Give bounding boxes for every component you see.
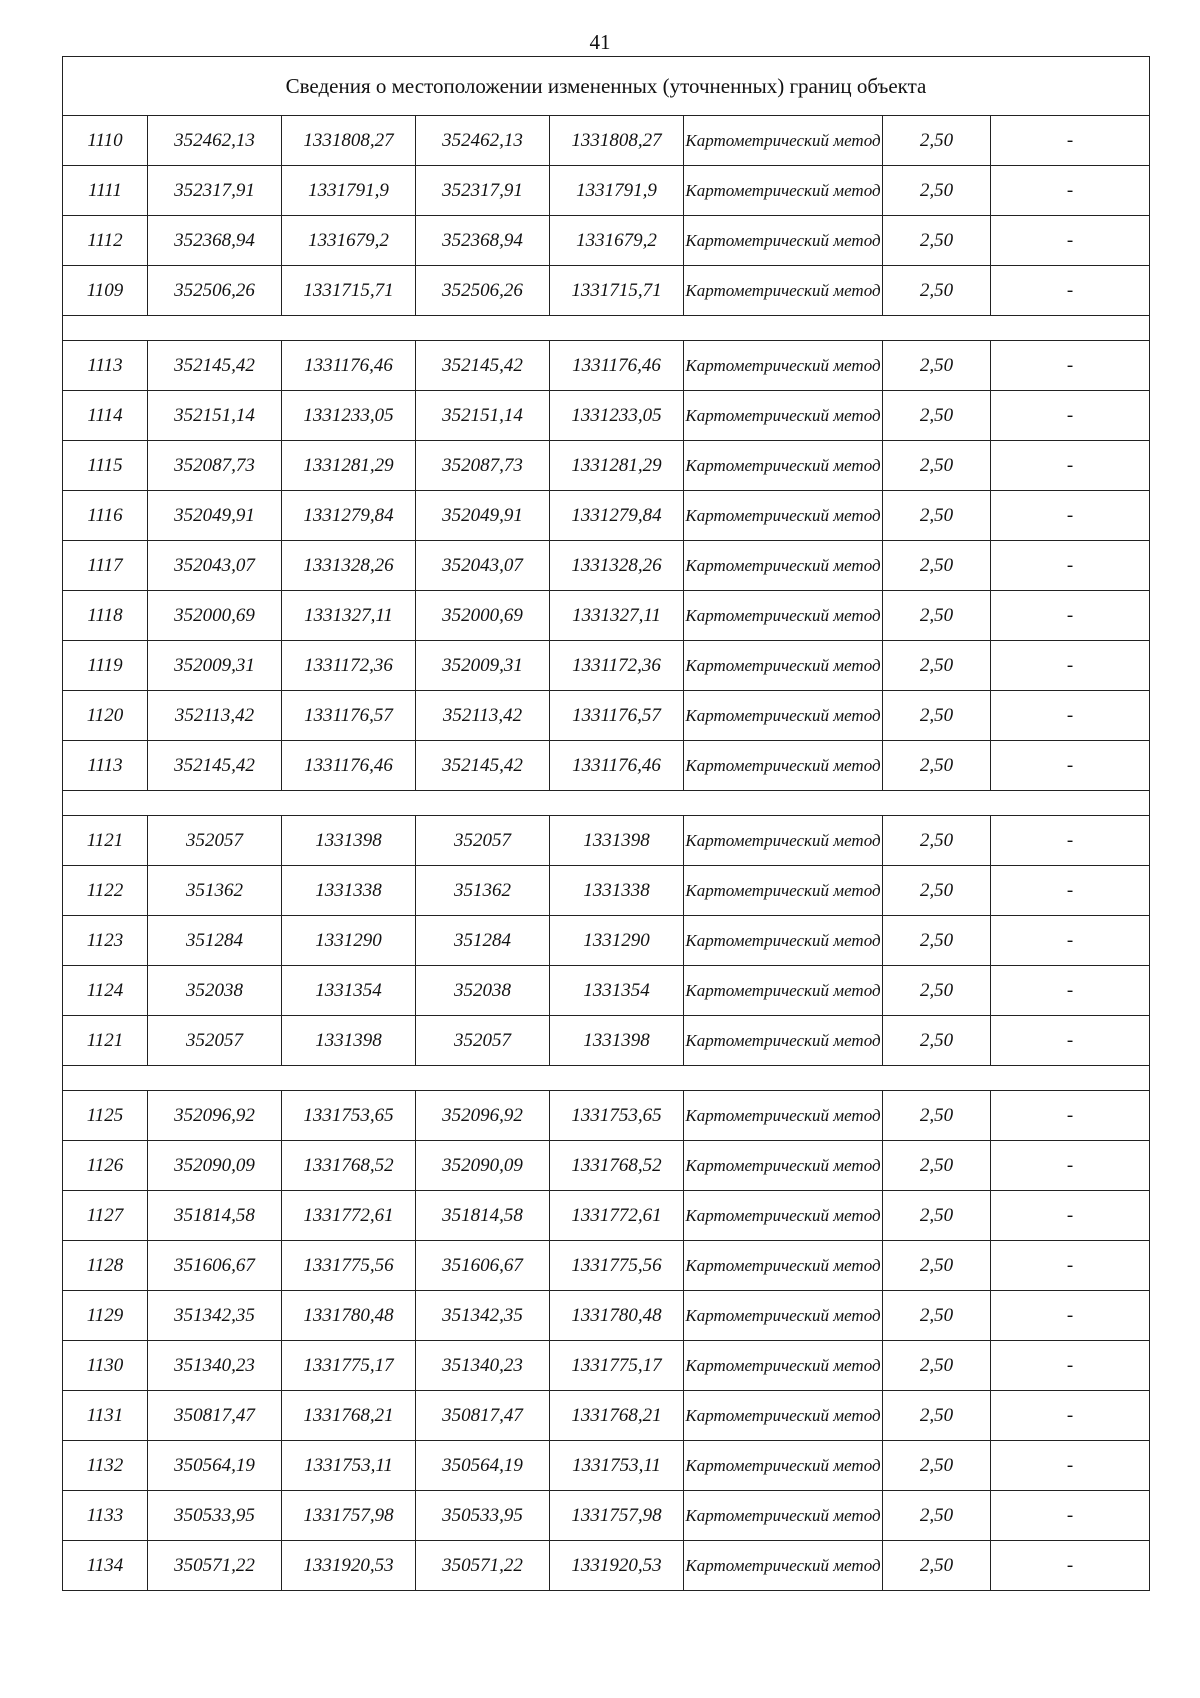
x-new-cell: 351606,67 [416, 1241, 550, 1291]
y-new-cell: 1331808,27 [550, 116, 684, 166]
x-new-cell: 350564,19 [416, 1441, 550, 1491]
x-existing-cell: 350571,22 [148, 1541, 282, 1591]
point-number-cell: 1111 [63, 166, 148, 216]
table-row [63, 216, 1150, 266]
y-new-cell: 1331715,71 [550, 266, 684, 316]
y-existing-cell: 1331808,27 [282, 116, 416, 166]
table-row [63, 491, 1150, 541]
method-cell: Картометрический метод [684, 1441, 883, 1491]
method-cell: Картометрический метод [684, 691, 883, 741]
accuracy-cell: 2,50 [883, 1241, 991, 1291]
method-cell: Картометрический метод [684, 916, 883, 966]
description-cell: - [991, 266, 1150, 316]
y-existing-cell: 1331679,2 [282, 216, 416, 266]
description-cell: - [991, 1391, 1150, 1441]
description-cell: - [991, 216, 1150, 266]
x-new-cell: 351284 [416, 916, 550, 966]
y-new-cell: 1331290 [550, 916, 684, 966]
x-existing-cell: 352145,42 [148, 741, 282, 791]
y-new-cell: 1331233,05 [550, 391, 684, 441]
x-existing-cell: 351342,35 [148, 1291, 282, 1341]
method-cell: Картометрический метод [684, 1491, 883, 1541]
y-existing-cell: 1331327,11 [282, 591, 416, 641]
y-existing-cell: 1331772,61 [282, 1191, 416, 1241]
point-number-cell: 1110 [63, 116, 148, 166]
x-new-cell: 352000,69 [416, 591, 550, 641]
x-existing-cell: 350533,95 [148, 1491, 282, 1541]
point-number-cell: 1133 [63, 1491, 148, 1541]
y-new-cell: 1331398 [550, 1016, 684, 1066]
y-new-cell: 1331753,11 [550, 1441, 684, 1491]
x-new-cell: 350817,47 [416, 1391, 550, 1441]
point-number-cell: 1114 [63, 391, 148, 441]
contour-separator [63, 1066, 1150, 1091]
point-number-cell: 1119 [63, 641, 148, 691]
x-new-cell: 351342,35 [416, 1291, 550, 1341]
x-new-cell: 350533,95 [416, 1491, 550, 1541]
table-row [63, 1191, 1150, 1241]
description-cell: - [991, 691, 1150, 741]
accuracy-cell: 2,50 [883, 966, 991, 1016]
x-existing-cell: 352087,73 [148, 441, 282, 491]
point-number-cell: 1121 [63, 1016, 148, 1066]
y-existing-cell: 1331780,48 [282, 1291, 416, 1341]
x-new-cell: 352096,92 [416, 1091, 550, 1141]
contour-separator [63, 791, 1150, 816]
page-number: 41 [589, 30, 611, 54]
description-cell: - [991, 1091, 1150, 1141]
point-number-cell: 1113 [63, 341, 148, 391]
point-number-cell: 1125 [63, 1091, 148, 1141]
accuracy-cell: 2,50 [883, 341, 991, 391]
method-cell: Картометрический метод [684, 966, 883, 1016]
accuracy-cell: 2,50 [883, 1341, 991, 1391]
point-number-cell: 1116 [63, 491, 148, 541]
y-new-cell: 1331328,26 [550, 541, 684, 591]
y-new-cell: 1331679,2 [550, 216, 684, 266]
table-row [63, 741, 1150, 791]
method-cell: Картометрический метод [684, 641, 883, 691]
y-new-cell: 1331791,9 [550, 166, 684, 216]
method-cell: Картометрический метод [684, 116, 883, 166]
y-new-cell: 1331279,84 [550, 491, 684, 541]
y-new-cell: 1331775,56 [550, 1241, 684, 1291]
accuracy-cell: 2,50 [883, 391, 991, 441]
table-row [63, 1141, 1150, 1191]
point-number-cell: 1134 [63, 1541, 148, 1591]
table-title: Сведения о местоположении измененных (уточненных) границ объекта [63, 57, 1150, 116]
table-row [63, 116, 1150, 166]
x-existing-cell: 352151,14 [148, 391, 282, 441]
y-new-cell: 1331176,57 [550, 691, 684, 741]
description-cell: - [991, 866, 1150, 916]
x-new-cell: 352087,73 [416, 441, 550, 491]
y-existing-cell: 1331791,9 [282, 166, 416, 216]
x-existing-cell: 352090,09 [148, 1141, 282, 1191]
x-existing-cell: 351284 [148, 916, 282, 966]
description-cell: - [991, 166, 1150, 216]
table-row [63, 1016, 1150, 1066]
table-row [63, 1391, 1150, 1441]
accuracy-cell: 2,50 [883, 816, 991, 866]
x-new-cell: 351362 [416, 866, 550, 916]
table-row [63, 391, 1150, 441]
point-number-cell: 1128 [63, 1241, 148, 1291]
accuracy-cell: 2,50 [883, 441, 991, 491]
point-number-cell: 1123 [63, 916, 148, 966]
y-existing-cell: 1331176,46 [282, 741, 416, 791]
y-new-cell: 1331920,53 [550, 1541, 684, 1591]
x-new-cell: 352009,31 [416, 641, 550, 691]
table-row [63, 966, 1150, 1016]
description-cell: - [991, 391, 1150, 441]
method-cell: Картометрический метод [684, 266, 883, 316]
x-existing-cell: 352317,91 [148, 166, 282, 216]
accuracy-cell: 2,50 [883, 166, 991, 216]
accuracy-cell: 2,50 [883, 116, 991, 166]
x-existing-cell: 351814,58 [148, 1191, 282, 1241]
table-row [63, 641, 1150, 691]
y-new-cell: 1331338 [550, 866, 684, 916]
y-new-cell: 1331327,11 [550, 591, 684, 641]
description-cell: - [991, 1291, 1150, 1341]
y-existing-cell: 1331757,98 [282, 1491, 416, 1541]
y-existing-cell: 1331354 [282, 966, 416, 1016]
table-row [63, 591, 1150, 641]
point-number-cell: 1112 [63, 216, 148, 266]
x-existing-cell: 351606,67 [148, 1241, 282, 1291]
contour-separator-row [63, 791, 1150, 816]
y-new-cell: 1331772,61 [550, 1191, 684, 1241]
x-new-cell: 350571,22 [416, 1541, 550, 1591]
method-cell: Картометрический метод [684, 1191, 883, 1241]
description-cell: - [991, 966, 1150, 1016]
table-row [63, 1091, 1150, 1141]
x-existing-cell: 352113,42 [148, 691, 282, 741]
contour-separator-row [63, 1066, 1150, 1091]
table-body [63, 57, 1150, 1591]
y-new-cell: 1331176,46 [550, 341, 684, 391]
y-new-cell: 1331775,17 [550, 1341, 684, 1391]
point-number-cell: 1127 [63, 1191, 148, 1241]
description-cell: - [991, 541, 1150, 591]
description-cell: - [991, 1541, 1150, 1591]
point-number-cell: 1131 [63, 1391, 148, 1441]
method-cell: Картометрический метод [684, 216, 883, 266]
x-new-cell: 352090,09 [416, 1141, 550, 1191]
method-cell: Картометрический метод [684, 591, 883, 641]
y-new-cell: 1331768,21 [550, 1391, 684, 1441]
method-cell: Картометрический метод [684, 816, 883, 866]
description-cell: - [991, 591, 1150, 641]
point-number-cell: 1126 [63, 1141, 148, 1191]
contour-separator [63, 316, 1150, 341]
table-row [63, 1541, 1150, 1591]
table-row [63, 341, 1150, 391]
description-cell: - [991, 116, 1150, 166]
point-number-cell: 1120 [63, 691, 148, 741]
x-new-cell: 352145,42 [416, 741, 550, 791]
method-cell: Картометрический метод [684, 166, 883, 216]
accuracy-cell: 2,50 [883, 1391, 991, 1441]
point-number-cell: 1130 [63, 1341, 148, 1391]
table-title-row [63, 57, 1150, 116]
accuracy-cell: 2,50 [883, 691, 991, 741]
table-row [63, 1441, 1150, 1491]
x-new-cell: 352151,14 [416, 391, 550, 441]
accuracy-cell: 2,50 [883, 591, 991, 641]
method-cell: Картометрический метод [684, 1016, 883, 1066]
point-number-cell: 1117 [63, 541, 148, 591]
method-cell: Картометрический метод [684, 541, 883, 591]
method-cell: Картометрический метод [684, 1391, 883, 1441]
y-new-cell: 1331398 [550, 816, 684, 866]
point-number-cell: 1122 [63, 866, 148, 916]
y-existing-cell: 1331768,52 [282, 1141, 416, 1191]
accuracy-cell: 2,50 [883, 741, 991, 791]
y-existing-cell: 1331753,11 [282, 1441, 416, 1491]
method-cell: Картометрический метод [684, 1241, 883, 1291]
point-number-cell: 1129 [63, 1291, 148, 1341]
description-cell: - [991, 1016, 1150, 1066]
accuracy-cell: 2,50 [883, 1541, 991, 1591]
description-cell: - [991, 916, 1150, 966]
x-new-cell: 352506,26 [416, 266, 550, 316]
description-cell: - [991, 1141, 1150, 1191]
accuracy-cell: 2,50 [883, 1091, 991, 1141]
point-number-cell: 1121 [63, 816, 148, 866]
x-new-cell: 352368,94 [416, 216, 550, 266]
table-row [63, 1491, 1150, 1541]
x-new-cell: 351814,58 [416, 1191, 550, 1241]
accuracy-cell: 2,50 [883, 216, 991, 266]
x-existing-cell: 352049,91 [148, 491, 282, 541]
description-cell: - [991, 1491, 1150, 1541]
description-cell: - [991, 641, 1150, 691]
table-row [63, 916, 1150, 966]
method-cell: Картометрический метод [684, 1091, 883, 1141]
table-row [63, 816, 1150, 866]
x-existing-cell: 352038 [148, 966, 282, 1016]
description-cell: - [991, 1241, 1150, 1291]
boundary-coordinates-table [62, 56, 1150, 1591]
description-cell: - [991, 741, 1150, 791]
accuracy-cell: 2,50 [883, 916, 991, 966]
description-cell: - [991, 1341, 1150, 1391]
table-row [63, 1291, 1150, 1341]
x-new-cell: 351340,23 [416, 1341, 550, 1391]
x-existing-cell: 350817,47 [148, 1391, 282, 1441]
method-cell: Картометрический метод [684, 1341, 883, 1391]
y-new-cell: 1331354 [550, 966, 684, 1016]
description-cell: - [991, 491, 1150, 541]
y-existing-cell: 1331328,26 [282, 541, 416, 591]
y-new-cell: 1331172,36 [550, 641, 684, 691]
table-row [63, 1241, 1150, 1291]
method-cell: Картометрический метод [684, 391, 883, 441]
y-new-cell: 1331281,29 [550, 441, 684, 491]
description-cell: - [991, 1441, 1150, 1491]
table-row [63, 166, 1150, 216]
x-existing-cell: 352043,07 [148, 541, 282, 591]
method-cell: Картометрический метод [684, 1141, 883, 1191]
x-existing-cell: 352462,13 [148, 116, 282, 166]
accuracy-cell: 2,50 [883, 866, 991, 916]
x-new-cell: 352145,42 [416, 341, 550, 391]
accuracy-cell: 2,50 [883, 1491, 991, 1541]
method-cell: Картометрический метод [684, 341, 883, 391]
x-existing-cell: 352057 [148, 1016, 282, 1066]
y-existing-cell: 1331775,17 [282, 1341, 416, 1391]
x-existing-cell: 352000,69 [148, 591, 282, 641]
x-new-cell: 352038 [416, 966, 550, 1016]
x-new-cell: 352317,91 [416, 166, 550, 216]
method-cell: Картометрический метод [684, 866, 883, 916]
point-number-cell: 1118 [63, 591, 148, 641]
table-row [63, 541, 1150, 591]
description-cell: - [991, 341, 1150, 391]
y-new-cell: 1331757,98 [550, 1491, 684, 1541]
y-new-cell: 1331753,65 [550, 1091, 684, 1141]
y-existing-cell: 1331715,71 [282, 266, 416, 316]
table-row [63, 691, 1150, 741]
x-existing-cell: 352096,92 [148, 1091, 282, 1141]
accuracy-cell: 2,50 [883, 1291, 991, 1341]
y-existing-cell: 1331398 [282, 1016, 416, 1066]
y-existing-cell: 1331176,46 [282, 341, 416, 391]
y-existing-cell: 1331753,65 [282, 1091, 416, 1141]
accuracy-cell: 2,50 [883, 1441, 991, 1491]
y-new-cell: 1331780,48 [550, 1291, 684, 1341]
x-existing-cell: 352368,94 [148, 216, 282, 266]
x-new-cell: 352057 [416, 1016, 550, 1066]
y-new-cell: 1331768,52 [550, 1141, 684, 1191]
point-number-cell: 1132 [63, 1441, 148, 1491]
y-existing-cell: 1331279,84 [282, 491, 416, 541]
x-existing-cell: 351340,23 [148, 1341, 282, 1391]
accuracy-cell: 2,50 [883, 1191, 991, 1241]
method-cell: Картометрический метод [684, 441, 883, 491]
contour-separator-row [63, 316, 1150, 341]
method-cell: Картометрический метод [684, 1541, 883, 1591]
table-row [63, 441, 1150, 491]
table-row [63, 266, 1150, 316]
point-number-cell: 1124 [63, 966, 148, 1016]
y-existing-cell: 1331281,29 [282, 441, 416, 491]
y-existing-cell: 1331920,53 [282, 1541, 416, 1591]
y-existing-cell: 1331233,05 [282, 391, 416, 441]
accuracy-cell: 2,50 [883, 541, 991, 591]
accuracy-cell: 2,50 [883, 1141, 991, 1191]
accuracy-cell: 2,50 [883, 641, 991, 691]
method-cell: Картометрический метод [684, 1291, 883, 1341]
x-existing-cell: 352009,31 [148, 641, 282, 691]
accuracy-cell: 2,50 [883, 266, 991, 316]
x-new-cell: 352049,91 [416, 491, 550, 541]
x-existing-cell: 352506,26 [148, 266, 282, 316]
point-number-cell: 1113 [63, 741, 148, 791]
accuracy-cell: 2,50 [883, 1016, 991, 1066]
x-existing-cell: 351362 [148, 866, 282, 916]
description-cell: - [991, 1191, 1150, 1241]
x-existing-cell: 352145,42 [148, 341, 282, 391]
y-existing-cell: 1331290 [282, 916, 416, 966]
y-new-cell: 1331176,46 [550, 741, 684, 791]
x-existing-cell: 352057 [148, 816, 282, 866]
point-number-cell: 1109 [63, 266, 148, 316]
y-existing-cell: 1331176,57 [282, 691, 416, 741]
y-existing-cell: 1331775,56 [282, 1241, 416, 1291]
x-new-cell: 352057 [416, 816, 550, 866]
accuracy-cell: 2,50 [883, 491, 991, 541]
x-new-cell: 352462,13 [416, 116, 550, 166]
description-cell: - [991, 441, 1150, 491]
method-cell: Картометрический метод [684, 491, 883, 541]
y-existing-cell: 1331398 [282, 816, 416, 866]
table-row [63, 1341, 1150, 1391]
x-new-cell: 352043,07 [416, 541, 550, 591]
x-new-cell: 352113,42 [416, 691, 550, 741]
description-cell: - [991, 816, 1150, 866]
point-number-cell: 1115 [63, 441, 148, 491]
method-cell: Картометрический метод [684, 741, 883, 791]
x-existing-cell: 350564,19 [148, 1441, 282, 1491]
table-row [63, 866, 1150, 916]
y-existing-cell: 1331172,36 [282, 641, 416, 691]
y-existing-cell: 1331338 [282, 866, 416, 916]
y-existing-cell: 1331768,21 [282, 1391, 416, 1441]
